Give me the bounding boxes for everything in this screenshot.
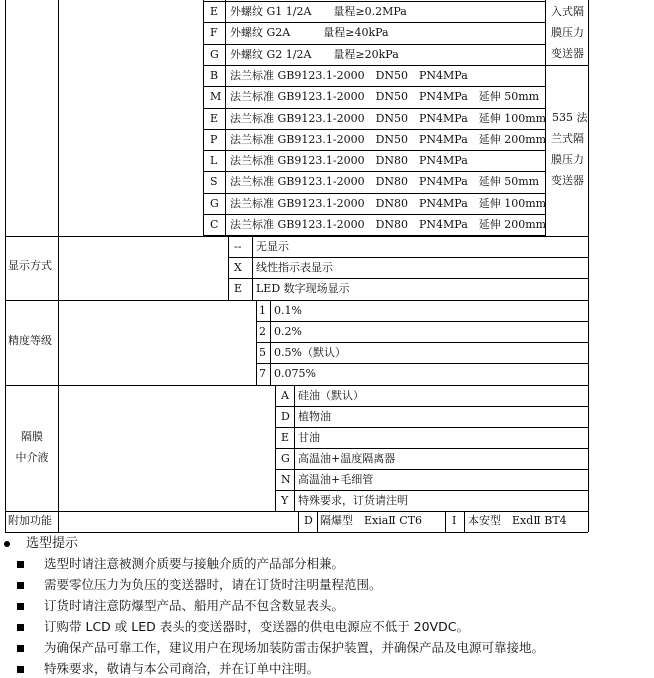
note-item-5: 为确保产品可靠工作，建议用户在现场加装防雷击保护装置，并确保产品及电源可靠接地。: [44, 640, 545, 655]
conn-desc: 法兰标准 GB9123.1-2000 DN80 PN4MPa 延伸 100mm: [230, 197, 547, 210]
table-right-border: [588, 0, 589, 532]
conn-code: B: [210, 69, 219, 82]
note-bullet-4: [17, 624, 24, 631]
note-bullet-1: [17, 561, 24, 568]
accuracy-row-rule: [256, 342, 588, 343]
accuracy-desc: 0.1%: [274, 304, 302, 317]
medium-row-rule: [275, 448, 588, 449]
conn-desc: 法兰标准 GB9123.1-2000 DN80 PN4MPa 延伸 50mm: [230, 175, 540, 188]
display-desc: LED 数字现场显示: [256, 282, 350, 295]
accuracy-code: 5: [259, 346, 266, 359]
table-bottom-border: [5, 532, 588, 533]
group-divider: [203, 65, 588, 66]
medium-row-rule: [275, 469, 588, 470]
accuracy-code: 1: [259, 304, 266, 317]
group-a-line-3: 变送器: [551, 47, 584, 60]
medium-code: Y: [281, 494, 289, 507]
group-a-line-1: 入式隔: [551, 5, 584, 18]
table-left-border: [5, 0, 6, 532]
section-rule: [5, 511, 588, 512]
accuracy-row-rule: [256, 363, 588, 364]
conn-code: P: [210, 133, 218, 146]
conn-desc: 外螺纹 G1 1/2A 量程≥0.2MPa: [230, 5, 407, 18]
conn-row-rule: [203, 44, 546, 45]
group-b-line-3: 膜压力: [551, 153, 584, 166]
accuracy-desc: 0.075%: [274, 367, 316, 380]
extra-i-code: I: [452, 514, 457, 527]
conn-desc: 法兰标准 GB9123.1-2000 DN50 PN4MPa 延伸 200mm: [230, 133, 547, 146]
display-code: X: [234, 261, 242, 274]
display-mode-label: 显示方式: [8, 259, 52, 272]
conn-row-rule: [203, 86, 546, 87]
display-row-rule: [228, 257, 588, 258]
display-row-rule: [228, 278, 588, 279]
accuracy-code: 7: [259, 367, 266, 380]
medium-desc: 高温油+毛细管: [298, 473, 374, 486]
medium-code: A: [281, 389, 289, 402]
label-column-rule: [58, 0, 59, 236]
group-a-line-2: 膜压力: [551, 26, 584, 39]
notes-title: 选型提示: [26, 536, 79, 551]
medium-row-rule: [275, 490, 588, 491]
note-bullet-3: [17, 603, 24, 610]
conn-desc: 法兰标准 GB9123.1-2000 DN80 PN4MPa 延伸 200mm: [230, 218, 547, 231]
conn-desc: 法兰标准 GB9123.1-2000 DN50 PN4MPa 延伸 100mm: [230, 112, 547, 125]
medium-label-line-2: 中介液: [15, 451, 49, 464]
display-code: E: [234, 282, 243, 295]
medium-desc: 植物油: [298, 410, 331, 423]
note-bullet-6: [17, 666, 24, 673]
extra-rule-3: [445, 511, 446, 532]
note-item-3: 订货时请注意防爆型产品、船用产品不包含数显表头。: [44, 598, 345, 613]
section-rule: [5, 300, 588, 301]
conn-code: G: [210, 197, 219, 210]
display-desc: 线性指示表显示: [256, 261, 333, 274]
conn-row-rule: [203, 214, 546, 215]
conn-code: M: [210, 90, 222, 103]
conn-code: G: [210, 48, 219, 61]
group-b-line-1: 535 法: [552, 111, 588, 124]
conn-row-rule: [203, 193, 546, 194]
note-item-6: 特殊要求，敬请与本公司商洽，并在订单中注明。: [44, 661, 320, 676]
display-code-rule-left: [228, 236, 229, 300]
display-code: --: [234, 240, 242, 253]
label-column-rule-lower: [58, 236, 59, 532]
accuracy-desc: 0.2%: [274, 325, 302, 338]
accuracy-label: 精度等级: [8, 334, 52, 347]
medium-desc: 硅油（默认）: [298, 389, 364, 402]
conn-code-rule-right: [225, 0, 226, 236]
conn-row-rule: [203, 22, 546, 23]
section-rule: [5, 385, 588, 386]
medium-code: G: [281, 452, 290, 465]
extra-d-desc: 隔爆型 ExiaⅡ CT6: [320, 514, 423, 527]
conn-code: C: [210, 218, 219, 231]
accuracy-code: 2: [259, 325, 266, 338]
medium-code: E: [281, 431, 290, 444]
medium-code: N: [281, 473, 291, 486]
conn-code: L: [210, 154, 218, 167]
medium-row-rule: [275, 406, 588, 407]
note-item-1: 选型时请注意被测介质要与接触介质的产品部分相兼。: [44, 556, 345, 571]
extra-d-code: D: [304, 514, 313, 527]
group-b-line-4: 变送器: [551, 174, 584, 187]
medium-label-line-1: 隔膜: [21, 430, 43, 443]
extra-rule-4: [464, 511, 465, 532]
conn-desc: 法兰标准 GB9123.1-2000 DN50 PN4MPa 延伸 50mm: [230, 90, 540, 103]
medium-desc: 甘油: [298, 431, 320, 444]
conn-code: E: [210, 5, 219, 18]
extra-rule-1: [298, 511, 299, 532]
medium-row-rule: [275, 427, 588, 428]
conn-desc: 外螺纹 G2A 量程≥40kPa: [230, 26, 389, 39]
medium-code: D: [281, 410, 290, 423]
note-bullet-5: [17, 645, 24, 652]
extra-i-desc: 本安型 ExdⅡ BT4: [468, 514, 567, 527]
group-b-line-2: 兰式隔: [551, 132, 584, 145]
conn-desc: 法兰标准 GB9123.1-2000 DN80 PN4MPa: [230, 154, 468, 167]
conn-desc: 法兰标准 GB9123.1-2000 DN50 PN4MPa: [230, 69, 468, 82]
accuracy-row-rule: [256, 321, 588, 322]
accuracy-desc: 0.5%（默认）: [274, 346, 346, 359]
conn-code-rule-left: [203, 0, 204, 236]
note-item-2: 需要零位压力为负压的变送器时，请在订货时注明量程范围。: [44, 577, 382, 592]
conn-code: S: [210, 175, 218, 188]
conn-row-rule: [203, 108, 546, 109]
notes-bullet: [4, 541, 10, 547]
conn-row-rule: [203, 1, 546, 2]
display-desc: 无显示: [256, 240, 289, 253]
conn-row-rule: [203, 129, 546, 130]
display-code-rule-right: [252, 236, 253, 300]
extra-rule-2: [317, 511, 318, 532]
conn-row-rule: [203, 171, 546, 172]
note-item-4: 订购带 LCD 或 LED 表头的变送器时，变送器的供电电源应不低于 20VDC。: [44, 619, 469, 634]
section-rule: [5, 236, 588, 237]
conn-desc: 外螺纹 G2 1/2A 量程≥20kPa: [230, 48, 399, 61]
medium-desc: 特殊要求，订货请注明: [298, 494, 408, 507]
extra-function-label: 附加功能: [8, 514, 52, 527]
conn-row-rule: [203, 150, 546, 151]
medium-desc: 高温油+温度隔离器: [298, 452, 396, 465]
conn-code: E: [210, 112, 219, 125]
note-bullet-2: [17, 582, 24, 589]
conn-code: F: [210, 26, 218, 39]
